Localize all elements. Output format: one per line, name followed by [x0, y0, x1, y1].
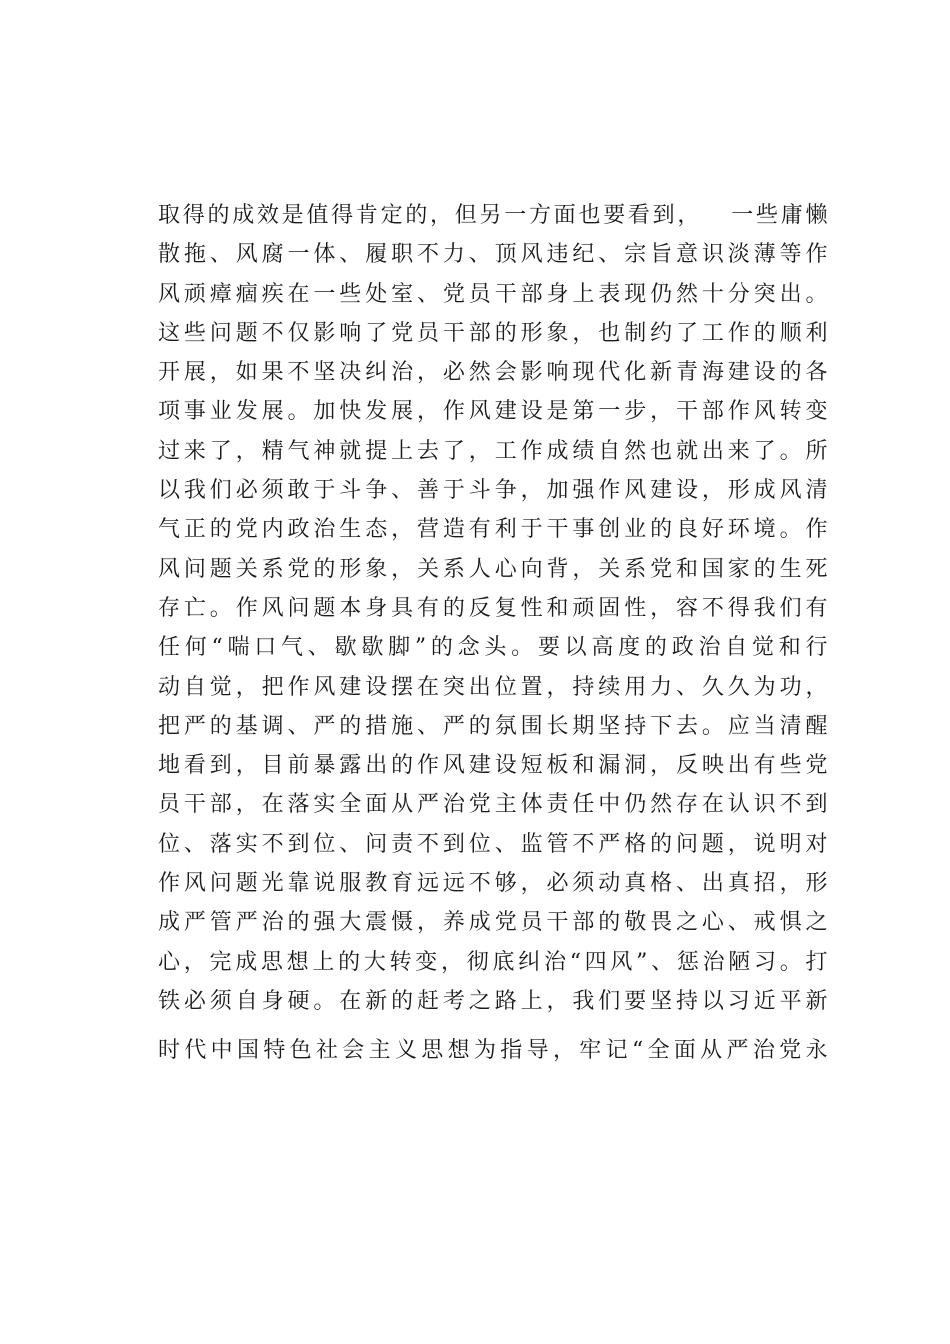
body-text	[158, 196, 828, 1071]
text-line: 员干部，在落实全面从严治党主体责任中仍然存在认识不到	[158, 792, 828, 818]
text-line: 时代中国特色社会主义思想为指导，牢记“全面从严治党永	[158, 1038, 828, 1064]
text-line: 以我们必须敢于斗争、善于斗争，加强作风建设，形成风清	[158, 478, 828, 504]
text-line: 过来了，精气神就提上去了，工作成绩自然也就出来了。所	[158, 438, 828, 464]
text-line: 项事业发展。加快发展，作风建设是第一步，干部作风转变	[158, 399, 828, 425]
text-line: 开展，如果不坚决纠治，必然会影响现代化新青海建设的各	[158, 360, 828, 386]
text-line: 存亡。作风问题本身具有的反复性和顽固性，容不得我们有	[158, 595, 828, 621]
text-line: 地看到，目前暴露出的作风建设短板和漏洞，反映出有些党	[158, 753, 828, 779]
text-line: 作风问题光靠说服教育远远不够，必须动真格、出真招，形	[158, 871, 828, 897]
text-line: 成严管严治的强大震慑，养成党员干部的敬畏之心、戒惧之	[158, 910, 828, 936]
text-line: 散拖、风腐一体、履职不力、顶风违纪、宗旨意识淡薄等作	[158, 242, 828, 268]
text-line: 气正的党内政治生态，营造有利于干事创业的良好环境。作	[158, 517, 828, 543]
text-line: 取得的成效是值得肯定的，但另一方面也要看到， 一些庸懒	[158, 203, 828, 228]
text-line: 这些问题不仅影响了党员干部的形象，也制约了工作的顺利	[158, 320, 828, 346]
text-line: 任何“喘口气、歇歇脚”的念头。要以高度的政治自觉和行	[158, 635, 828, 661]
text-line: 风顽瘴痼疾在一些处室、党员干部身上表现仍然十分突出。	[158, 281, 828, 307]
text-line: 心，完成思想上的大转变，彻底纠治“四风”、惩治陋习。打	[158, 949, 828, 975]
text-line: 动自觉，把作风建设摆在突出位置，持续用力、久久为功，	[158, 674, 828, 700]
text-line: 位、落实不到位、问责不到位、监管不严格的问题，说明对	[158, 831, 828, 857]
text-line: 铁必须自身硬。在新的赶考之路上，我们要坚持以习近平新	[158, 988, 828, 1014]
text-line: 风问题关系党的形象，关系人心向背，关系党和国家的生死	[158, 556, 828, 582]
text-line: 把严的基调、严的措施、严的氛围长期坚持下去。应当清醒	[158, 713, 828, 739]
